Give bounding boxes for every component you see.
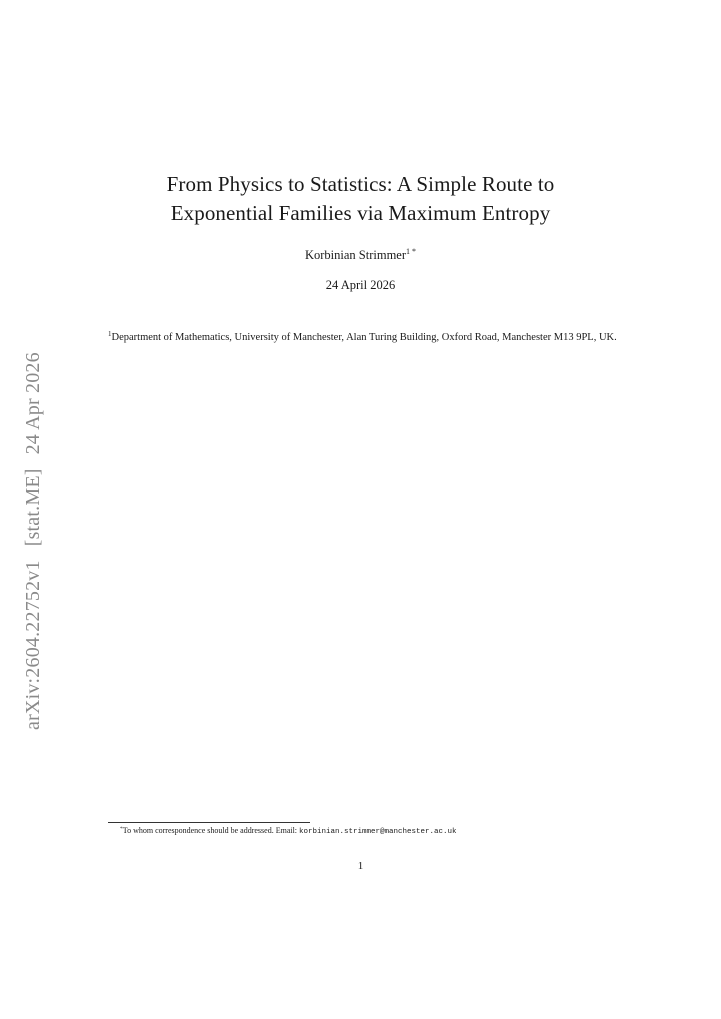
arxiv-stamp <box>22 352 45 730</box>
arxiv-id: arXiv:2604.22752v1 <box>22 560 44 730</box>
affiliation-mark: 1 <box>108 330 112 338</box>
author-name: Korbinian Strimmer <box>304 248 407 262</box>
footnote-rule <box>108 822 310 823</box>
page-number: 1 <box>357 860 364 872</box>
footnote-mark: * <box>120 826 123 832</box>
author-footnote-mark: * <box>412 247 417 256</box>
arxiv-category: [stat.ME] <box>22 468 44 547</box>
arxiv-date: 24 Apr 2026 <box>22 352 44 455</box>
paper-title <box>0 170 721 228</box>
author-affiliation-mark: 1 <box>406 247 411 256</box>
footnote-text: To whom correspondence should be addressed. Email: <box>122 826 300 835</box>
affiliation-text: Department of Mathematics, University of Manchester, Alan Turing Building, Oxford Road, Manchester M13 9PL, UK. <box>111 332 617 343</box>
affiliation <box>108 331 623 345</box>
paper-date: 24 April 2026 <box>325 278 396 292</box>
footnote <box>108 825 640 838</box>
author-line <box>0 248 721 263</box>
title-line-1: From Physics to Statistics: A Simple Route to <box>166 172 555 196</box>
footnote-email[interactable]: korbinian.strimmer@manchester.ac.uk <box>299 828 457 836</box>
title-line-2: Exponential Families via Maximum Entropy <box>170 201 551 225</box>
